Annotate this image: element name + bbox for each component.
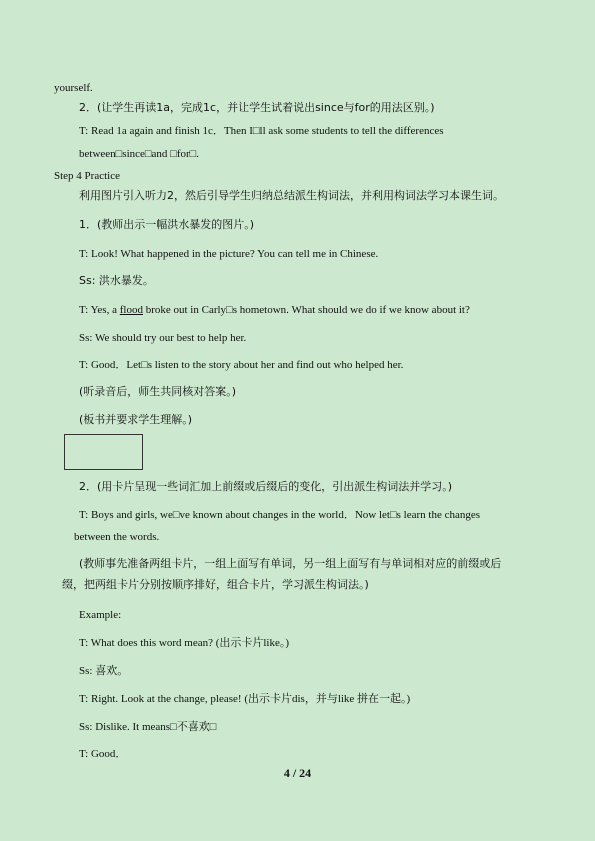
text-line: T: Boys and girls, we□ve known about changes in the world．Now let□s learn the changes — [79, 509, 481, 521]
underlined-word: flood — [119, 304, 143, 316]
text-line: Ss: 洪水暴发。 — [79, 274, 154, 287]
step-heading: Step 4 Practice — [54, 170, 120, 182]
text-line: between the words. — [74, 531, 160, 543]
text-line: 缀，把两组卡片分别按顺序排好，组合卡片，学习派生构词法。) — [62, 578, 369, 591]
page-number: 4 / 24 — [283, 766, 312, 780]
text-line: (听录音后，师生共同核对答案。) — [79, 385, 237, 398]
text-line: (教师事先准备两组卡片，一组上面写有单词，另一组上面写有与单词相对应的前缀或后 — [79, 557, 502, 570]
text-line: T: Good． — [79, 748, 127, 760]
text-line — [79, 303, 470, 317]
text-line: between□since□and □for□. — [79, 148, 200, 160]
text-line: (板书并要求学生理解。) — [79, 413, 193, 426]
text-line: 1．(教师出示一幅洪水暴发的图片。) — [79, 218, 255, 231]
text-line: yourself. — [54, 82, 93, 94]
text-line: 2．(用卡片呈现一些词汇加上前缀或后缀后的变化，引出派生构词法并学习。) — [79, 480, 453, 493]
text-line: T: Good．Let□s listen to the story about her and find out who helped her. — [79, 359, 404, 371]
blackboard-box — [64, 434, 143, 470]
text-line: Ss: Dislike. It means□不喜欢□ — [79, 721, 217, 733]
text-segment: broke out in Carly□s hometown. What should we do if we know about it? — [142, 304, 470, 316]
text-line: T: Look! What happened in the picture? You can tell me in Chinese. — [79, 248, 379, 260]
text-line: 利用图片引入听力2，然后引导学生归纳总结派生构词法，并利用构词法学习本课生词。 — [79, 189, 504, 202]
text-line: Ss: We should try our best to help her. — [79, 332, 247, 344]
text-line: T: Right. Look at the change, please! (出示卡片dis，并与like 拼在一起。) — [79, 693, 411, 705]
text-line: T: Read 1a again and finish 1c．Then I□ll ask some students to tell the differences — [79, 125, 444, 137]
text-line: 2．(让学生再读1a，完成1c，并让学生试着说出since与for的用法区别。) — [79, 101, 435, 114]
text-segment: T: Yes, a — [79, 304, 120, 316]
text-line: Ss: 喜欢。 — [79, 665, 129, 677]
text-line: Example: — [79, 609, 122, 621]
text-line: T: What does this word mean? (出示卡片like。) — [79, 637, 290, 649]
